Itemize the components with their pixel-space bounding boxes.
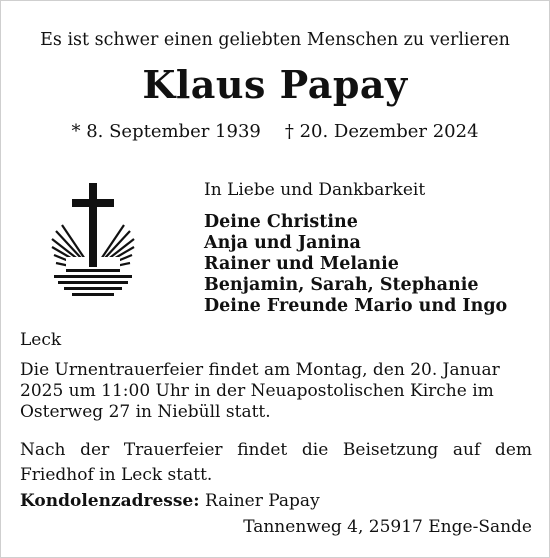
- condolence-name: Rainer Papay: [204, 491, 320, 511]
- burial-text: Nach der Trauerfeier findet die Beisetzung auf dem Friedhof in Leck statt.: [20, 440, 532, 485]
- deceased-name: Klaus Papay: [142, 62, 408, 107]
- condolence-label: Kondolenzadresse:: [20, 491, 200, 511]
- condolence-address: Tannenweg 4, 25917 Enge-Sande: [243, 517, 532, 537]
- life-dates: [0, 121, 550, 142]
- mourner-line: Deine Freunde Mario und Ingo: [204, 296, 508, 316]
- condolence-line: [20, 491, 320, 511]
- cross-sunrise-icon: [48, 183, 138, 305]
- mourner-line: Deine Christine: [204, 212, 358, 232]
- mourner-line: Rainer und Melanie: [204, 254, 399, 274]
- mourner-line: Benjamin, Sarah, Stephanie: [204, 275, 479, 295]
- place-name: Leck: [20, 330, 62, 350]
- birth-date: * 8. September 1939: [71, 121, 261, 142]
- love-line: In Liebe und Dankbarkeit: [204, 180, 426, 200]
- mourners-list: [204, 212, 507, 317]
- intro-line: Es ist schwer einen geliebten Menschen zu verlieren: [40, 30, 510, 50]
- death-date: † 20. Dezember 2024: [284, 121, 479, 142]
- mourner-line: Anja und Janina: [204, 233, 361, 253]
- ceremony-text: Die Urnentrauerfeier findet am Montag, den 20. Januar 2025 um 11:00 Uhr in der Neuapostolischen Kirche im Osterweg 27 in Niebüll statt.: [20, 360, 500, 422]
